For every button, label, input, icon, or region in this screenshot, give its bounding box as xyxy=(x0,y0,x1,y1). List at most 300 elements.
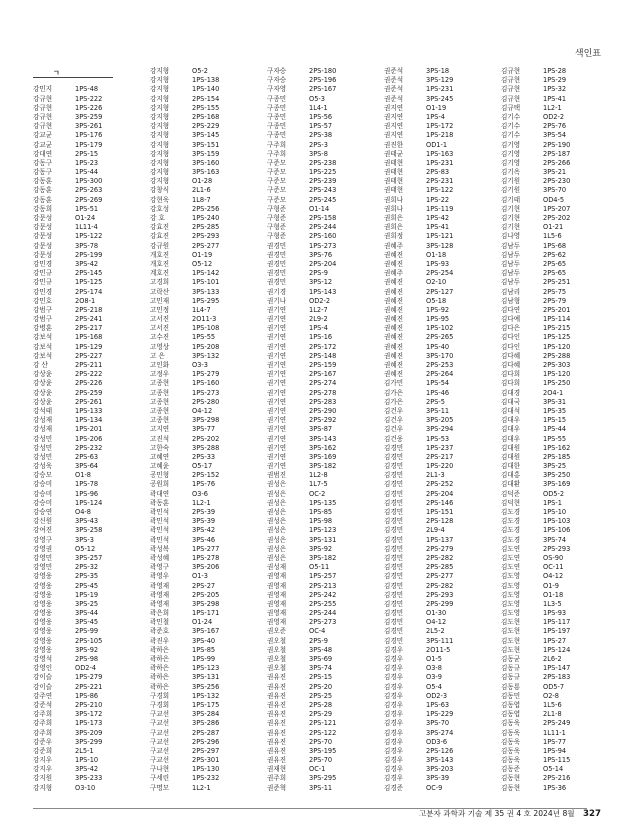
author-name: 김경우 xyxy=(384,655,404,663)
index-entry xyxy=(501,159,613,168)
presentation-code: 1PS-138 xyxy=(192,76,220,85)
presentation-code: 2PS-201 xyxy=(543,305,571,314)
index-entry xyxy=(267,370,379,379)
index-entry xyxy=(267,398,379,407)
author-name: 김대한 xyxy=(501,462,521,471)
presentation-code: 1PS-36 xyxy=(543,783,567,792)
author-name: 강성욱 xyxy=(33,462,53,471)
presentation-code: OC-1 xyxy=(309,765,326,774)
index-entry xyxy=(501,738,613,747)
author-name: 권경민 xyxy=(267,241,287,250)
index-entry xyxy=(501,104,613,113)
author-name: 김동엽 xyxy=(501,710,521,719)
presentation-code: 3PS-284 xyxy=(192,710,220,719)
index-entry xyxy=(384,701,496,710)
presentation-code: 2PS-187 xyxy=(543,149,571,158)
author-name: 김대우 xyxy=(501,425,521,434)
index-entry xyxy=(384,572,496,581)
presentation-code: 1PS-99 xyxy=(192,655,216,663)
author-name: 김경민 xyxy=(384,563,404,572)
author-name: 강지형 xyxy=(33,783,53,792)
presentation-code: 3PS-25 xyxy=(543,462,567,471)
index-entry xyxy=(267,444,379,453)
author-name: 김규현 xyxy=(501,76,521,85)
author-name: 강지형 xyxy=(150,94,170,103)
presentation-code: 3PS-11 xyxy=(426,406,450,415)
index-entry xyxy=(267,462,379,471)
author-name: 권혜진 xyxy=(384,361,404,369)
author-name: 김건우 xyxy=(384,416,404,425)
index-entry xyxy=(267,76,379,85)
index-entry xyxy=(267,150,379,159)
presentation-code: 2PS-303 xyxy=(543,361,571,369)
author-name: 고정우 xyxy=(150,370,170,379)
index-entry xyxy=(150,536,262,545)
presentation-code: 3PS-131 xyxy=(309,535,337,544)
index-entry xyxy=(501,508,613,517)
author-name: 강지형 xyxy=(150,168,170,177)
index-entry xyxy=(33,683,145,692)
author-name: 고경희 xyxy=(150,278,170,287)
presentation-code: 2PS-290 xyxy=(309,406,337,415)
index-entry xyxy=(501,784,613,793)
presentation-code: 2PS-9 xyxy=(309,636,328,645)
index-entry xyxy=(501,398,613,407)
index-entry xyxy=(267,517,379,526)
index-entry xyxy=(384,343,496,352)
presentation-code: O1-30 xyxy=(426,609,447,618)
presentation-code: 3PS-46 xyxy=(192,535,216,544)
index-entry xyxy=(33,288,145,297)
index-entry xyxy=(501,416,613,425)
author-name: 곽은희 xyxy=(150,609,170,618)
presentation-code: 1PS-168 xyxy=(75,333,103,342)
presentation-code: 1PS-140 xyxy=(192,85,220,94)
presentation-code: 1PS-279 xyxy=(75,673,103,682)
author-name: 강지형 xyxy=(150,103,170,112)
author-name: 권기연 xyxy=(267,443,287,452)
author-name: 권영재 xyxy=(267,599,287,608)
presentation-code: 3PS-54 xyxy=(543,131,567,140)
presentation-code: OC-2 xyxy=(309,489,326,498)
presentation-code: 3PS-42 xyxy=(192,526,216,535)
index-entry xyxy=(33,205,145,214)
author-name: 강영웅 xyxy=(33,590,53,599)
author-name: 김도경 xyxy=(501,508,521,516)
presentation-code: 1PS-53 xyxy=(426,434,450,443)
index-entry xyxy=(267,646,379,655)
author-name: 강규현 xyxy=(33,112,53,121)
author-name: 구형준 xyxy=(267,223,287,232)
index-entry xyxy=(384,462,496,471)
presentation-code: OD4-5 xyxy=(543,195,565,204)
presentation-code: 3PS-25 xyxy=(75,599,99,608)
author-name: 권범진 xyxy=(267,471,287,480)
author-name: 강동희 xyxy=(33,204,53,213)
presentation-code: 3PS-169 xyxy=(543,480,571,489)
author-name: 곽동훈 xyxy=(150,498,170,507)
presentation-code: 1PS-278 xyxy=(192,553,220,562)
presentation-code: 2PS-62 xyxy=(543,250,567,259)
author-name: 강상윤 xyxy=(33,379,53,388)
index-entry xyxy=(33,480,145,489)
presentation-code: 3PS-250 xyxy=(543,471,571,480)
author-name: 김남두 xyxy=(501,269,521,278)
index-entry xyxy=(150,416,262,425)
index-entry xyxy=(150,444,262,453)
index-entry xyxy=(150,297,262,306)
presentation-code: 3PS-42 xyxy=(75,765,99,774)
author-name: 구형준 xyxy=(267,232,287,241)
presentation-code: OD2-2 xyxy=(309,296,331,305)
index-entry xyxy=(384,76,496,85)
index-entry xyxy=(33,756,145,765)
index-entry xyxy=(150,141,262,150)
presentation-code: 3PS-245 xyxy=(426,94,454,103)
author-name: 고종현 xyxy=(150,397,170,406)
presentation-code: 2L9-4 xyxy=(426,526,445,535)
presentation-code: 3PS-298 xyxy=(192,599,220,608)
presentation-code: O1-28 xyxy=(192,177,213,186)
presentation-code: 1PS-151 xyxy=(426,508,454,516)
author-name: 강성민 xyxy=(33,452,53,461)
author-name: 권혜진 xyxy=(384,370,404,379)
presentation-code: 2PS-287 xyxy=(192,728,220,737)
author-name: 김도영 xyxy=(501,590,521,599)
presentation-code: 2PS-75 xyxy=(543,287,567,296)
author-name: 권경민 xyxy=(267,250,287,259)
presentation-code: O1-3 xyxy=(192,572,208,581)
author-name: 권희은 xyxy=(384,214,404,222)
index-entry xyxy=(384,186,496,195)
presentation-code: 2PS-280 xyxy=(192,397,220,406)
presentation-code: 3PS-42 xyxy=(75,259,99,268)
presentation-code: 1PS-16 xyxy=(309,333,333,342)
presentation-code: 2L1-6 xyxy=(192,186,211,195)
presentation-code: 1PS-85 xyxy=(309,508,333,516)
presentation-code: 1PS-56 xyxy=(309,112,333,121)
index-entry xyxy=(501,692,613,701)
author-name: 김경우 xyxy=(384,737,404,746)
author-name: 김동욱 xyxy=(501,737,521,746)
index-entry xyxy=(150,637,262,646)
presentation-code: 1PS-162 xyxy=(543,443,571,452)
presentation-code: 2PS-244 xyxy=(309,609,337,618)
author-name: 개호진 xyxy=(150,250,170,259)
index-entry xyxy=(150,315,262,324)
presentation-code: 2PS-146 xyxy=(426,498,454,507)
author-name: 권진한 xyxy=(384,140,404,149)
index-entry xyxy=(501,389,613,398)
presentation-code: 3PS-274 xyxy=(426,728,454,737)
author-name: 권유진 xyxy=(267,673,287,682)
presentation-code: O1-18 xyxy=(543,590,564,599)
author-name: 곽하은 xyxy=(150,655,170,663)
author-name: 곽대연 xyxy=(150,489,170,498)
presentation-code: O1-9 xyxy=(543,581,559,590)
author-name: 김동욱 xyxy=(501,746,521,755)
presentation-code: 3PS-69 xyxy=(309,655,333,663)
author-name: 김도경 xyxy=(501,517,521,526)
author-name: 김경민 xyxy=(384,517,404,526)
presentation-code: 1PS-55 xyxy=(192,333,216,342)
index-entry xyxy=(33,609,145,618)
index-entry xyxy=(267,159,379,168)
author-name: 개호진 xyxy=(150,259,170,268)
author-name: 강문성 xyxy=(33,250,53,259)
presentation-code: 3PS-298 xyxy=(192,416,220,425)
presentation-code: 2PS-70 xyxy=(309,756,333,765)
author-name: 김경민 xyxy=(384,590,404,599)
index-entry xyxy=(384,131,496,140)
presentation-code: 2PS-255 xyxy=(309,599,337,608)
index-entry xyxy=(267,343,379,352)
presentation-code: 1PS-130 xyxy=(192,765,220,774)
author-name: 강승미 xyxy=(33,480,53,489)
presentation-code: 2PS-221 xyxy=(75,682,103,691)
presentation-code: 2PS-9 xyxy=(309,269,328,278)
index-entry xyxy=(150,545,262,554)
presentation-code: 3PS-151 xyxy=(192,140,220,149)
index-entry xyxy=(267,196,379,205)
author-name: 강문성 xyxy=(33,232,53,241)
author-name: 김경민 xyxy=(384,471,404,480)
presentation-code: 1PS-123 xyxy=(192,664,220,673)
index-entry xyxy=(267,563,379,572)
presentation-code: 3PS-159 xyxy=(192,149,220,158)
presentation-code: OD5-7 xyxy=(543,682,565,691)
presentation-code: 3PS-259 xyxy=(75,112,103,121)
author-name: 권유진 xyxy=(267,756,287,765)
presentation-code: O3-8 xyxy=(426,664,442,673)
index-entry xyxy=(501,131,613,140)
presentation-code: 1PS-215 xyxy=(543,324,571,333)
author-name: 구나현 xyxy=(150,765,170,774)
index-entry xyxy=(150,673,262,682)
presentation-code: 2PS-252 xyxy=(426,480,454,489)
presentation-code: O5-14 xyxy=(543,765,564,774)
index-entry xyxy=(33,719,145,728)
index-entry xyxy=(267,545,379,554)
index-entry xyxy=(150,747,262,756)
author-name: 권성은 xyxy=(267,553,287,562)
index-entry xyxy=(267,95,379,104)
index-entry xyxy=(150,232,262,241)
presentation-code: 2PS-227 xyxy=(75,351,103,360)
index-entry xyxy=(501,453,613,462)
author-name: 김기옥 xyxy=(501,168,521,177)
author-name: 강동훈 xyxy=(33,177,53,186)
index-entry xyxy=(384,379,496,388)
presentation-code: 2PS-154 xyxy=(192,94,220,103)
index-entry xyxy=(267,554,379,563)
presentation-code: 1PS-142 xyxy=(192,269,220,278)
presentation-code: 1PS-273 xyxy=(309,241,337,250)
index-entry xyxy=(384,251,496,260)
presentation-code: 1PS-57 xyxy=(309,122,333,131)
index-entry xyxy=(33,131,145,140)
author-name: 강민경 xyxy=(33,287,53,296)
presentation-code: 2PS-65 xyxy=(543,269,567,278)
index-entry xyxy=(267,536,379,545)
presentation-code: 3PS-258 xyxy=(75,526,103,535)
presentation-code: 1PS-277 xyxy=(192,544,220,553)
index-entry xyxy=(267,664,379,673)
section-letter: ㄱ xyxy=(53,69,60,77)
author-name: 고 은 xyxy=(150,351,165,360)
presentation-code: 1PS-160 xyxy=(192,379,220,388)
author-name: 강영구 xyxy=(33,535,53,544)
index-entry xyxy=(384,719,496,728)
presentation-code: 2PS-259 xyxy=(75,388,103,397)
presentation-code: 1L2-8 xyxy=(309,471,328,480)
author-name: 곽민석 xyxy=(150,508,170,516)
author-name: 권성은 xyxy=(267,517,287,526)
index-entry xyxy=(384,150,496,159)
author-name: 권영재 xyxy=(267,572,287,581)
index-entry xyxy=(384,67,496,76)
author-name: 권영재 xyxy=(267,581,287,590)
index-entry xyxy=(33,563,145,572)
index-column xyxy=(501,67,613,793)
presentation-code: 1PS-173 xyxy=(75,719,103,728)
index-entry xyxy=(384,141,496,150)
presentation-code: 2PS-204 xyxy=(309,259,337,268)
index-entry xyxy=(267,729,379,738)
presentation-code: OD5-2 xyxy=(543,489,565,498)
index-entry xyxy=(33,352,145,361)
presentation-code: 1PS-201 xyxy=(75,425,103,434)
index-entry xyxy=(384,352,496,361)
presentation-code: 3PS-70 xyxy=(543,186,567,195)
author-name: 강성민 xyxy=(33,434,53,443)
index-entry xyxy=(501,315,613,324)
index-entry xyxy=(33,536,145,545)
presentation-code: 3PS-294 xyxy=(426,425,454,434)
presentation-code: 2PS-202 xyxy=(192,434,220,443)
index-entry xyxy=(267,683,379,692)
author-name: 권혜진 xyxy=(384,305,404,314)
index-entry xyxy=(267,168,379,177)
author-name: 고락산 xyxy=(150,287,170,296)
author-name: 곽성혜 xyxy=(150,553,170,562)
index-column xyxy=(33,67,145,793)
presentation-code: 1PS-10 xyxy=(543,508,567,516)
author-name: 고혜연 xyxy=(150,452,170,461)
presentation-code: 2PS-210 xyxy=(75,700,103,709)
index-entry xyxy=(267,582,379,591)
index-entry xyxy=(150,333,262,342)
index-entry xyxy=(267,591,379,600)
index-entry xyxy=(267,278,379,287)
index-entry xyxy=(267,425,379,434)
index-entry xyxy=(33,673,145,682)
index-entry xyxy=(384,591,496,600)
index-entry xyxy=(150,710,262,719)
index-entry xyxy=(384,600,496,609)
author-name: 구준모 xyxy=(267,186,287,195)
author-name: 김도현 xyxy=(501,636,521,645)
author-name: 권혜진 xyxy=(384,351,404,360)
author-name: 권기연 xyxy=(267,462,287,471)
author-name: 김대원 xyxy=(501,443,521,452)
presentation-code: 1PS-22 xyxy=(426,195,450,204)
author-name: 김동규 xyxy=(501,664,521,673)
presentation-code: 2PS-232 xyxy=(75,443,103,452)
index-entry xyxy=(384,288,496,297)
author-name: 권성은 xyxy=(267,498,287,507)
index-entry xyxy=(501,719,613,728)
index-entry xyxy=(150,784,262,793)
presentation-code: 2PS-79 xyxy=(543,296,567,305)
presentation-code: 1PS-176 xyxy=(75,131,103,140)
presentation-code: 1PS-86 xyxy=(75,691,99,700)
author-name: 김규현 xyxy=(501,85,521,94)
author-name: 권유진 xyxy=(267,719,287,728)
presentation-code: 2PS-218 xyxy=(75,305,103,314)
index-entry xyxy=(384,306,496,315)
author-name: 권영재 xyxy=(267,618,287,627)
index-entry xyxy=(384,729,496,738)
presentation-code: 1PS-172 xyxy=(426,122,454,131)
presentation-code: 3PS-45 xyxy=(75,618,99,627)
author-name: 강보석 xyxy=(33,333,53,342)
index-entry xyxy=(501,379,613,388)
index-entry xyxy=(501,435,613,444)
presentation-code: 3PS-39 xyxy=(426,774,450,783)
presentation-code: 3PS-111 xyxy=(426,636,454,645)
presentation-code: 1PS-46 xyxy=(426,388,450,397)
index-entry xyxy=(384,159,496,168)
section-rule xyxy=(33,77,113,78)
author-name: 강병훈 xyxy=(33,324,53,333)
presentation-code: 1PS-42 xyxy=(426,214,450,222)
presentation-code: 1PS-10 xyxy=(75,756,99,765)
author-name: 강보석 xyxy=(33,342,53,351)
index-entry xyxy=(33,646,145,655)
author-name: 공원희 xyxy=(150,480,170,489)
index-entry xyxy=(267,315,379,324)
index-entry xyxy=(33,582,145,591)
presentation-code: 1PS-95 xyxy=(426,315,450,324)
author-name: 권태균 xyxy=(384,149,404,158)
author-name: 고수진 xyxy=(150,333,170,342)
index-entry xyxy=(384,398,496,407)
index-entry xyxy=(384,627,496,636)
index-entry xyxy=(501,563,613,572)
author-name: 김동균 xyxy=(501,655,521,663)
presentation-code: 3PS-206 xyxy=(192,563,220,572)
index-entry xyxy=(33,729,145,738)
presentation-code: O5-12 xyxy=(192,259,213,268)
presentation-code: OS-90 xyxy=(543,553,564,562)
author-name: 김경민 xyxy=(384,544,404,553)
index-entry xyxy=(501,150,613,159)
index-section-label: 색인표 xyxy=(574,49,601,59)
author-name: 김남두 xyxy=(501,250,521,259)
presentation-code: 3PS-233 xyxy=(75,774,103,783)
index-entry xyxy=(150,306,262,315)
author-name: 권태현 xyxy=(384,158,404,167)
presentation-code: 2PS-251 xyxy=(543,278,571,287)
author-name: 권유진 xyxy=(267,737,287,746)
index-entry xyxy=(150,655,262,664)
author-name: 김건우 xyxy=(384,406,404,415)
author-name: 권오준 xyxy=(267,627,287,636)
author-name: 강규현 xyxy=(33,103,53,112)
presentation-code: 1L11-4 xyxy=(75,223,98,232)
author-name: 구종민 xyxy=(267,122,287,131)
